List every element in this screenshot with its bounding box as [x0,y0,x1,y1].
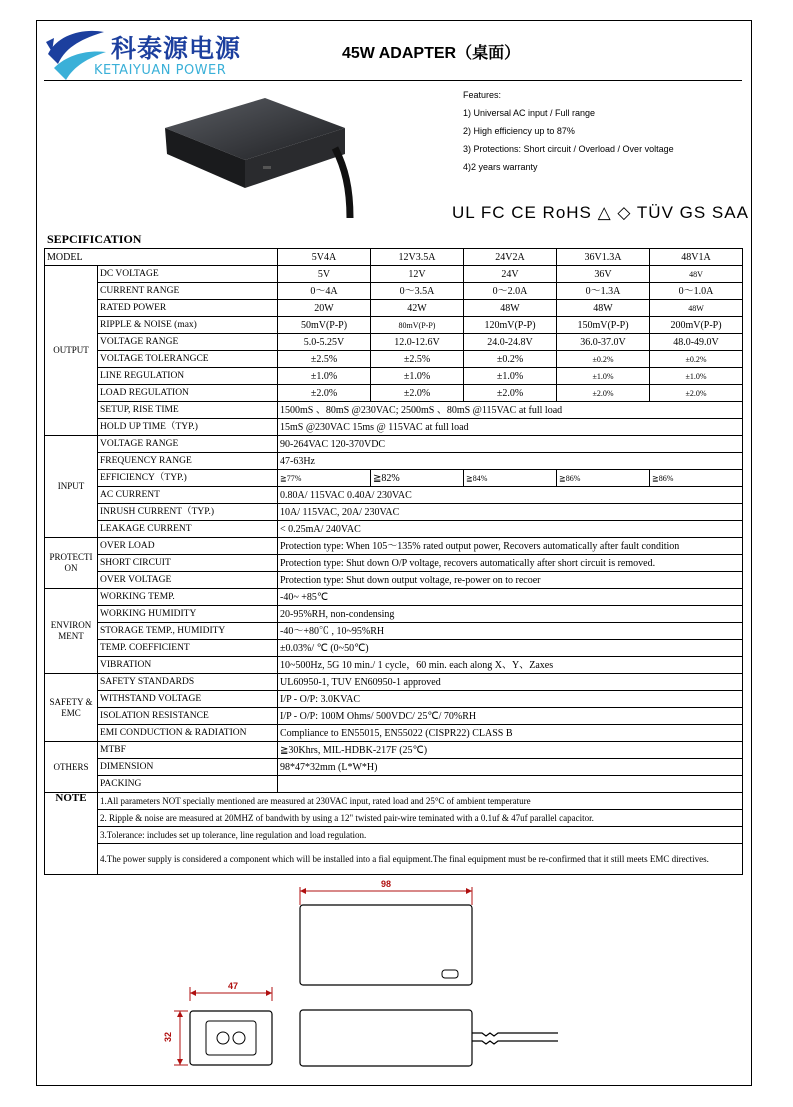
param-name: SAFETY STANDARDS [98,674,278,691]
param-value: ±2.5% [371,351,464,368]
param-name: VOLTAGE RANGE [98,436,278,453]
model-cell: 24V2A [464,249,557,266]
adapter-photo [145,88,365,228]
param-name: EFFICIENCY（TYP.) [98,470,278,487]
table-row [45,453,743,470]
param-name: PACKING [98,776,278,793]
param-name: VIBRATION [98,657,278,674]
category-output: OUTPUT [45,266,98,436]
section-title: SEPCIFICATION [47,232,142,246]
param-value: 42W [371,300,464,317]
table-row [45,691,743,708]
table-row [45,657,743,674]
certification-marks: UL FC CE RoHS △ ◇ TÜV GS SAA [452,203,749,222]
param-name: WORKING HUMIDITY [98,606,278,623]
table-row [45,317,743,334]
param-name: RATED POWER [98,300,278,317]
feature-item: 1) Universal AC input / Full range [463,108,596,118]
param-value: 20-95%RH, non-condensing [278,606,743,623]
param-value: 0～1.3A [557,283,650,300]
param-value: 48.0-49.0V [650,334,743,351]
model-cell: 48V1A [650,249,743,266]
param-value: ≧86% [557,470,650,487]
param-value: 50mV(P-P) [278,317,371,334]
table-row [45,521,743,538]
param-value: ±1.0% [650,368,743,385]
table-row [45,504,743,521]
header-divider [44,80,742,81]
param-value: 36.0-37.0V [557,334,650,351]
param-value: ±0.03%/ ℃ (0~50℃) [278,640,743,657]
param-value: ±0.2% [650,351,743,368]
param-name: SETUP, RISE TIME [98,402,278,419]
table-row [45,470,743,487]
table-row [45,249,743,266]
param-name: VOLTAGE TOLERANGCE [98,351,278,368]
param-value: 5.0-5.25V [278,334,371,351]
param-value: 98*47*32mm (L*W*H) [278,759,743,776]
table-row [45,810,743,827]
param-value: UL60950-1, TUV EN60950-1 approved [278,674,743,691]
dimension-drawing [170,875,570,1075]
table-row [45,827,743,844]
param-value: 10~500Hz, 5G 10 min./ 1 cycle，60 min. each along X、Y、Zaxes [278,657,743,674]
param-value: 1500mS 、80mS @230VAC; 2500mS 、80mS @115VAC at full load [278,402,743,419]
table-row [45,538,743,555]
param-value: ≧77% [278,470,371,487]
param-value: 12V [371,266,464,283]
param-value: 0.80A/ 115VAC 0.40A/ 230VAC [278,487,743,504]
table-row [45,385,743,402]
param-value: Protection type: When 105～135% rated output power, Recovers automatically after fault condition [278,538,743,555]
feature-item: 2) High efficiency up to 87% [463,126,575,136]
param-value: 48W [464,300,557,317]
table-row [45,623,743,640]
document-title: 45W ADAPTER（桌面） [342,45,521,62]
param-value: ±2.0% [650,385,743,402]
model-cell: 5V4A [278,249,371,266]
category-note: NOTE [45,793,98,875]
table-row [45,759,743,776]
param-name: WITHSTAND VOLTAGE [98,691,278,708]
brand-name-cn: 科泰源电源 [111,34,242,63]
model-label: MODEL [45,249,278,266]
param-value: ±2.0% [557,385,650,402]
param-name: MTBF [98,742,278,759]
category-input: INPUT [45,436,98,538]
note-item: 3.Tolerance: includes set up tolerance, line regulation and load regulation. [98,827,743,844]
param-name: HOLD UP TIME（TYP.) [98,419,278,436]
param-value: 15mS @230VAC 15ms @ 115VAC at full load [278,419,743,436]
param-value: 12.0-12.6V [371,334,464,351]
param-value: ≧30Khrs, MIL-HDBK-217F (25℃) [278,742,743,759]
param-name: EMI CONDUCTION & RADIATION [98,725,278,742]
param-name: AC CURRENT [98,487,278,504]
dimension-width-label: 47 [228,981,239,991]
features-heading: Features: [463,90,502,100]
dimension-height-label: 32 [163,1031,174,1043]
param-name: SHORT CIRCUIT [98,555,278,572]
param-value: 36V [557,266,650,283]
param-value: 0～1.0A [650,283,743,300]
table-row [45,793,743,810]
table-row [45,402,743,419]
param-value: < 0.25mA/ 240VAC [278,521,743,538]
param-name: DC VOLTAGE [98,266,278,283]
param-value: 47-63Hz [278,453,743,470]
param-value: Compliance to EN55015, EN55022 (CISPR22) CLASS B [278,725,743,742]
param-value: Protection type: Shut down O/P voltage, recovers automatically after short circuit is removed. [278,555,743,572]
table-row [45,844,743,875]
param-value: ±2.5% [278,351,371,368]
param-value: 48W [557,300,650,317]
param-name: FREQUENCY RANGE [98,453,278,470]
table-row [45,589,743,606]
param-value: 10A/ 115VAC, 20A/ 230VAC [278,504,743,521]
table-row [45,266,743,283]
param-value: I/P - O/P: 3.0KVAC [278,691,743,708]
param-value: I/P - O/P: 100M Ohms/ 500VDC/ 25℃/ 70%RH [278,708,743,725]
param-value: 48W [650,300,743,317]
param-name: WORKING TEMP. [98,589,278,606]
param-value: ≧84% [464,470,557,487]
param-name: LOAD REGULATION [98,385,278,402]
param-name: OVER VOLTAGE [98,572,278,589]
table-row [45,283,743,300]
dimension-length-label: 98 [381,879,392,889]
table-row [45,708,743,725]
param-name: VOLTAGE RANGE [98,334,278,351]
table-row [45,368,743,385]
param-name: OVER LOAD [98,538,278,555]
table-row [45,487,743,504]
param-value: ±0.2% [464,351,557,368]
model-cell: 12V3.5A [371,249,464,266]
feature-item: 4)2 years warranty [463,162,538,172]
param-value: 24.0-24.8V [464,334,557,351]
param-name: STORAGE TEMP., HUMIDITY [98,623,278,640]
table-row [45,300,743,317]
table-row [45,776,743,793]
category-safety: SAFETY & EMC [45,674,98,742]
brand-logo [44,24,284,82]
param-name: LINE REGULATION [98,368,278,385]
param-value: ≧82% [371,470,464,487]
param-value: Protection type: Shut down output voltage, re-power on to recoer [278,572,743,589]
model-cell: 36V1.3A [557,249,650,266]
param-value: ±1.0% [557,368,650,385]
param-value: ±2.0% [464,385,557,402]
param-value: ≧86% [650,470,743,487]
category-environment: ENVIRONMENT [45,589,98,674]
param-value: 20W [278,300,371,317]
param-value: ±2.0% [278,385,371,402]
table-row [45,674,743,691]
table-row [45,606,743,623]
table-row [45,742,743,759]
param-value: -40~ +85℃ [278,589,743,606]
param-value: 120mV(P-P) [464,317,557,334]
table-row [45,334,743,351]
param-value: 48V [650,266,743,283]
feature-item: 3) Protections: Short circuit / Overload / Over voltage [463,144,674,154]
table-row [45,725,743,742]
param-value: 24V [464,266,557,283]
features-list [463,86,674,176]
param-name: RIPPLE & NOISE (max) [98,317,278,334]
param-value: -40～+80℃ , 10~95%RH [278,623,743,640]
param-name: TEMP. COEFFICIENT [98,640,278,657]
specification-table [44,248,743,875]
note-item: 1.All parameters NOT specially mentioned are measured at 230VAC input, rated load and 25°C of ambient temperature [98,793,743,810]
param-value: ±1.0% [278,368,371,385]
param-value: 80mV(P-P) [371,317,464,334]
param-name: INRUSH CURRENT（TYP.) [98,504,278,521]
param-value: 5V [278,266,371,283]
brand-name-en: KETAIYUAN POWER [94,63,227,78]
table-row [45,640,743,657]
param-value: 90-264VAC 120-370VDC [278,436,743,453]
param-value [278,776,743,793]
category-others: OTHERS [45,742,98,793]
param-name: ISOLATION RESISTANCE [98,708,278,725]
param-value: ±1.0% [371,368,464,385]
table-row [45,436,743,453]
note-item: 4.The power supply is considered a component which will be installed into a fial equipment.The final equipment must be re-confirmed that it still meets EMC directives. [98,844,743,875]
param-value: ±2.0% [371,385,464,402]
param-value: 0～4A [278,283,371,300]
param-value: 0～2.0A [464,283,557,300]
table-row [45,555,743,572]
table-row [45,572,743,589]
table-row [45,419,743,436]
param-name: LEAKAGE CURRENT [98,521,278,538]
param-value: 0～3.5A [371,283,464,300]
param-value: 200mV(P-P) [650,317,743,334]
param-value: 150mV(P-P) [557,317,650,334]
param-value: ±0.2% [557,351,650,368]
param-name: DIMENSION [98,759,278,776]
table-row [45,351,743,368]
category-protection: PROTECTION [45,538,98,589]
param-value: ±1.0% [464,368,557,385]
param-name: CURRENT RANGE [98,283,278,300]
note-item: 2. Ripple & noise are measured at 20MHZ of bandwith by using a 12" twisted pair-wire teminated with a 0.1uf & 47uf parallel capacitor. [98,810,743,827]
